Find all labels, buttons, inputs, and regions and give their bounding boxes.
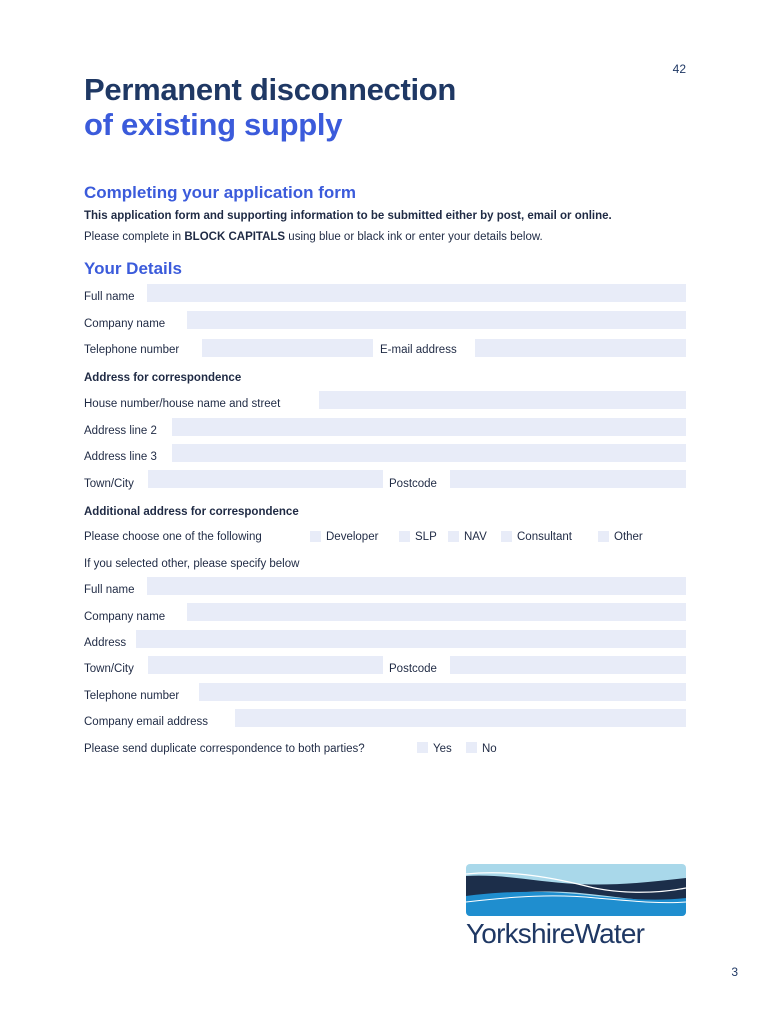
page-number-top: 42 [672, 62, 686, 76]
telephone-label: Telephone number [84, 344, 180, 356]
address-line-2-label: Address line 2 [84, 425, 157, 437]
additional-postcode-label: Postcode [389, 663, 437, 675]
nav-option-label: NAV [464, 531, 487, 543]
other-checkbox[interactable] [598, 531, 609, 542]
logo-waves-icon [466, 864, 686, 916]
note-bold: BLOCK CAPITALS [184, 231, 286, 243]
house-street-field[interactable] [319, 391, 686, 409]
additional-address-label: Address [84, 637, 127, 649]
additional-address-heading: Additional address for correspondence [84, 506, 299, 518]
telephone-field[interactable] [202, 339, 373, 357]
yes-option-label: Yes [433, 743, 452, 755]
company-name-field[interactable] [187, 311, 686, 329]
no-checkbox[interactable] [466, 742, 477, 753]
additional-full-name-label: Full name [84, 584, 135, 596]
additional-telephone-field[interactable] [199, 683, 686, 701]
postcode-label: Postcode [389, 478, 437, 490]
duplicate-correspondence-question: Please send duplicate correspondence to both parties? [84, 743, 365, 755]
slp-option-label: SLP [415, 531, 437, 543]
full-name-field[interactable] [147, 284, 686, 302]
developer-option-label: Developer [326, 531, 379, 543]
note-pre: Please complete in [84, 231, 185, 243]
additional-full-name-field[interactable] [147, 577, 686, 595]
additional-postcode-field[interactable] [450, 656, 686, 674]
company-email-label: Company email address [84, 716, 209, 728]
page-title [84, 72, 604, 142]
house-street-label: House number/house name and street [84, 398, 281, 410]
yorkshire-water-logo [466, 864, 686, 950]
yes-checkbox[interactable] [417, 742, 428, 753]
address-line-3-label: Address line 3 [84, 451, 157, 463]
title-line-1: Permanent disconnection [84, 72, 457, 107]
consultant-option-label: Consultant [517, 531, 572, 543]
title-line-2: of existing supply [84, 107, 343, 142]
address-line-3-field[interactable] [172, 444, 686, 462]
address-line-2-field[interactable] [172, 418, 686, 436]
additional-company-name-field[interactable] [187, 603, 686, 621]
your-details-heading: Your Details [84, 259, 182, 278]
company-name-label: Company name [84, 318, 166, 330]
developer-checkbox[interactable] [310, 531, 321, 542]
completing-heading: Completing your application form [84, 183, 357, 202]
choose-one-label: Please choose one of the following [84, 531, 262, 543]
company-email-field[interactable] [235, 709, 686, 727]
postcode-field[interactable] [450, 470, 686, 488]
full-name-label: Full name [84, 291, 135, 303]
email-field[interactable] [475, 339, 686, 357]
block-capitals-note [84, 231, 543, 243]
additional-address-field[interactable] [136, 630, 686, 648]
slp-checkbox[interactable] [399, 531, 410, 542]
other-specify-note: If you selected other, please specify below [84, 558, 300, 570]
no-option-label: No [482, 743, 497, 755]
page-number-bottom: 3 [731, 965, 738, 979]
town-city-label: Town/City [84, 478, 134, 490]
note-post: using blue or black ink or enter your details below. [285, 231, 543, 243]
additional-company-name-label: Company name [84, 611, 166, 623]
submission-note: This application form and supporting information to be submitted either by post, email or online. [84, 210, 612, 222]
additional-telephone-label: Telephone number [84, 690, 180, 702]
additional-town-city-label: Town/City [84, 663, 134, 675]
consultant-checkbox[interactable] [501, 531, 512, 542]
email-label: E-mail address [380, 344, 457, 356]
additional-town-city-field[interactable] [148, 656, 383, 674]
logo-wordmark: YorkshireWater [466, 918, 645, 949]
address-correspondence-heading: Address for correspondence [84, 372, 242, 384]
town-city-field[interactable] [148, 470, 383, 488]
nav-checkbox[interactable] [448, 531, 459, 542]
other-option-label: Other [614, 531, 643, 543]
